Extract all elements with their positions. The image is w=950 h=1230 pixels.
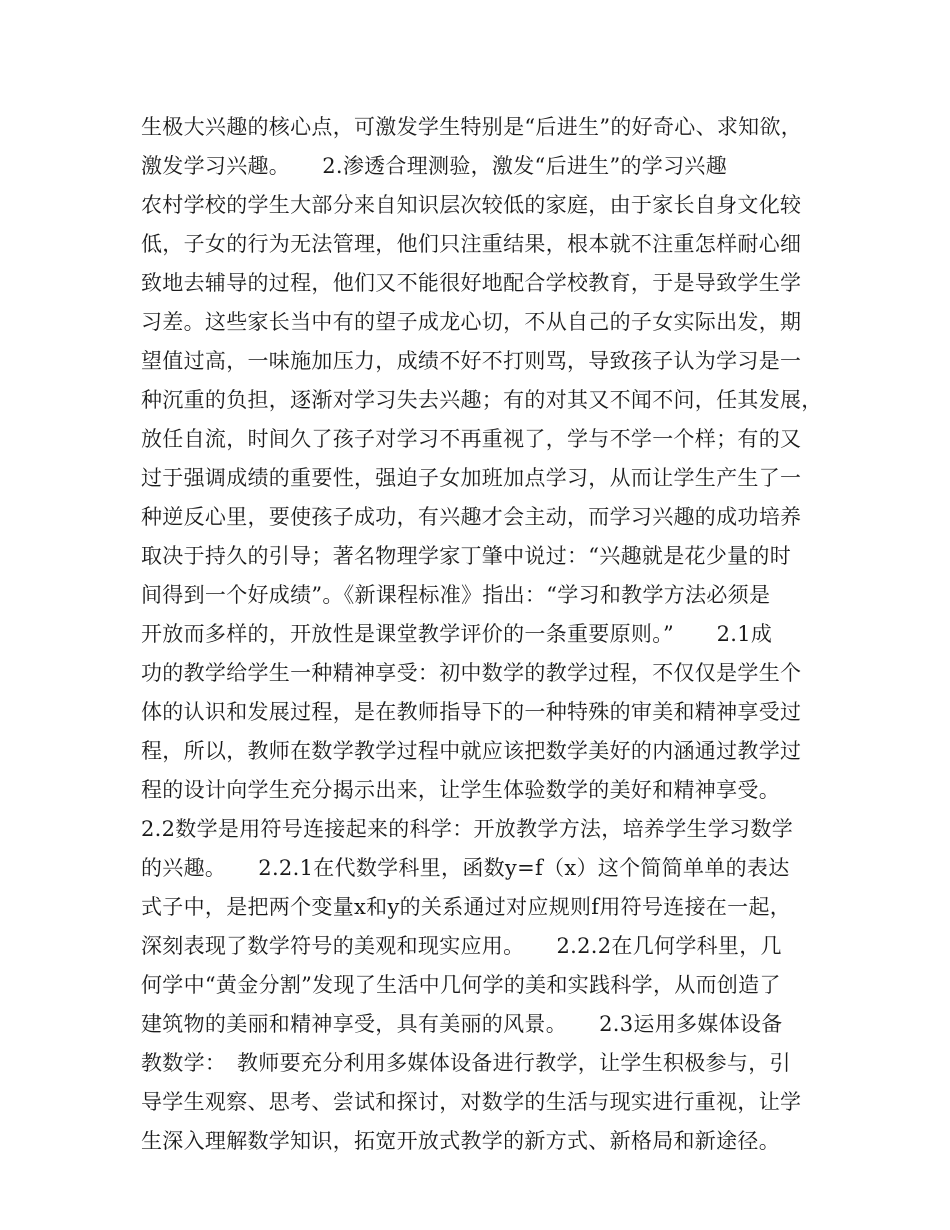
text-line: 何学中“黄金分割”发现了生活中几何学的美和实践科学，从而创造了 bbox=[141, 973, 781, 997]
text-line: 建筑物的美丽和精神享受，具有美丽的风景。 2.3运用多媒体设备 bbox=[141, 1012, 783, 1036]
text-line: 间得到一个好成绩”。《新课程标准》指出：“学习和教学方法必须是 bbox=[141, 583, 771, 607]
text-line: 程，所以，教师在数学教学过程中就应该把数学美好的内涵通过教学过 bbox=[141, 739, 802, 763]
text-line: 农村学校的学生大部分来自知识层次较低的家庭，由于家长自身文化较 bbox=[141, 193, 802, 217]
text-line: 取决于持久的引导；著名物理学家丁肇中说过：“兴趣就是花少量的时 bbox=[141, 544, 792, 568]
text-line: 致地去辅导的过程，他们又不能很好地配合学校教育，于是导致学生学 bbox=[141, 271, 802, 295]
text-line: 低，子女的行为无法管理，他们只注重结果，根本就不注重怎样耐心细 bbox=[141, 232, 802, 256]
text-line: 望值过高，一味施加压力，成绩不好不打则骂，导致孩子认为学习是一 bbox=[141, 349, 802, 373]
text-line: 种沉重的负担，逐渐对学习失去兴趣；有的对其又不闻不问，任其发展， bbox=[141, 388, 823, 412]
text-line: 导学生观察、思考、尝试和探讨，对数学的生活与现实进行重视，让学 bbox=[141, 1090, 802, 1114]
text-line: 开放而多样的，开放性是课堂教学评价的一条重要原则。” 2.1成 bbox=[141, 622, 773, 646]
text-line: 习差。这些家长当中有的望子成龙心切，不从自己的子女实际出发，期 bbox=[141, 310, 802, 334]
text-line: 激发学习兴趣。 2.渗透合理测验，激发“后进生”的学习兴趣 bbox=[141, 154, 728, 178]
text-line: 体的认识和发展过程，是在教师指导下的一种特殊的审美和精神享受过 bbox=[141, 700, 802, 724]
text-line: 的兴趣。 2.2.1在代数学科里，函数y=f（x）这个简简单单的表达 bbox=[141, 856, 790, 880]
body-text bbox=[141, 108, 831, 1161]
text-line: 生极大兴趣的核心点，可激发学生特别是“后进生”的好奇心、求知欲， bbox=[141, 115, 803, 139]
text-line: 放任自流，时间久了孩子对学习不再重视了，学与不学一个样；有的又 bbox=[141, 427, 802, 451]
text-line: 程的设计向学生充分揭示出来，让学生体验数学的美好和精神享受。 bbox=[141, 778, 780, 802]
text-line: 功的教学给学生一种精神享受：初中数学的教学过程，不仅仅是学生个 bbox=[141, 661, 802, 685]
text-line: 深刻表现了数学符号的美观和现实应用。 2.2.2在几何学科里，几 bbox=[141, 934, 782, 958]
text-line: 种逆反心里，要使孩子成功，有兴趣才会主动，而学习兴趣的成功培养 bbox=[141, 505, 802, 529]
text-line: 过于强调成绩的重要性，强迫子女加班加点学习，从而让学生产生了一 bbox=[141, 466, 802, 490]
text-line: 生深入理解数学知识，拓宽开放式教学的新方式、新格局和新途径。 bbox=[141, 1129, 780, 1153]
text-line: 式子中，是把两个变量x和y的关系通过对应规则f用符号连接在一起， bbox=[141, 895, 792, 919]
text-line: 教数学： 教师要充分利用多媒体设备进行教学，让学生积极参与，引 bbox=[141, 1051, 791, 1075]
text-line: 2.2数学是用符号连接起来的科学：开放教学方法，培养学生学习数学 bbox=[141, 817, 793, 841]
